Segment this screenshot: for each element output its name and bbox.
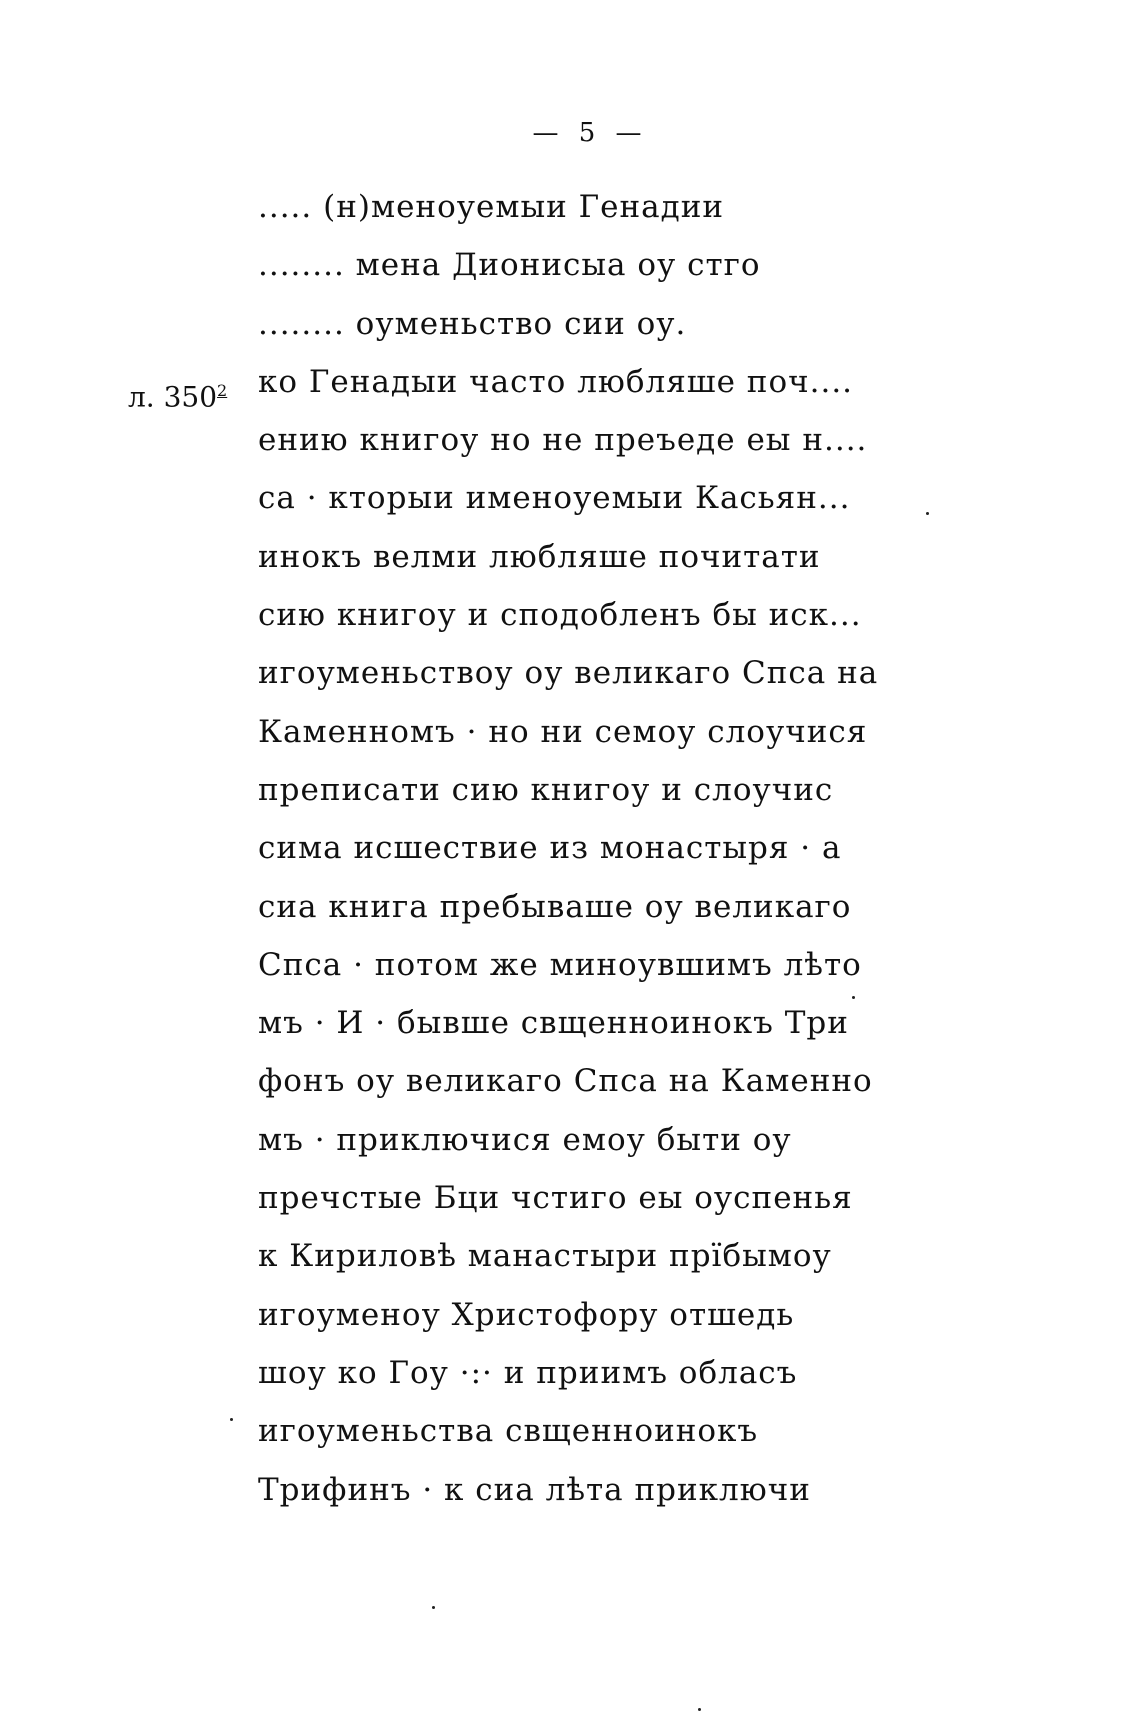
text-line: пречстые Бци чстиго еы оуспенья xyxy=(258,1180,853,1217)
text-line: ........ оуменьство сии оу. xyxy=(258,305,687,342)
folio-superscript: 2 xyxy=(217,381,228,400)
scan-speck xyxy=(698,1708,701,1711)
page-number: — 5 — xyxy=(532,118,648,148)
text-line: сию книгоу и сподобленъ бы иск... xyxy=(258,597,862,634)
text-line: шоу ко Гоу ·:· и приимъ обласъ xyxy=(258,1354,798,1391)
folio-marker xyxy=(128,362,227,420)
text-block xyxy=(258,178,898,1519)
text-line: мъ · И · бывше свщенноинокъ Три xyxy=(258,1005,849,1042)
text-line: ко Генадыи часто любляше поч.... xyxy=(258,363,854,400)
scan-speck xyxy=(852,996,855,999)
text-line: игоуменьствоу оу великаго Спса на xyxy=(258,655,879,692)
text-line: сима исшествие из монастыря · а xyxy=(258,830,842,867)
text-line: сиа книга пребываше оу великаго xyxy=(258,888,852,925)
text-line: к Кириловѣ манастыри прїбымоу xyxy=(258,1238,832,1275)
text-line: фонъ оу великаго Спса на Каменно xyxy=(258,1063,873,1100)
text-line: Каменномъ · но ни семоу слоучися xyxy=(258,713,868,750)
text-line: мъ · приключися емоу быти оу xyxy=(258,1121,792,1158)
text-line: игоуменьства свщенноинокъ xyxy=(258,1413,759,1450)
scan-speck xyxy=(432,1606,435,1609)
scan-speck xyxy=(230,1418,233,1421)
scan-speck xyxy=(926,512,929,515)
text-line: ению книгоу но не преъеде еы н.... xyxy=(258,422,868,459)
text-line: ........ мена Дионисыа оу стго xyxy=(258,247,761,284)
text-line: ..... (н)меноуемыи Генадии xyxy=(258,189,725,225)
text-line: преписати сию книгоу и слоучис xyxy=(258,771,834,808)
text-line: инокъ велми любляше почитати xyxy=(258,538,821,575)
text-line: са · кторыи именоуемыи Касьян... xyxy=(258,480,851,517)
text-line: Спса · потом же миноувшимъ лѣто xyxy=(258,946,862,983)
text-line: игоуменоу Христофору отшедь xyxy=(258,1296,795,1333)
text-line: Трифинъ · к сиа лѣта приключи xyxy=(258,1471,811,1508)
folio-label: л. 350 xyxy=(128,380,218,414)
